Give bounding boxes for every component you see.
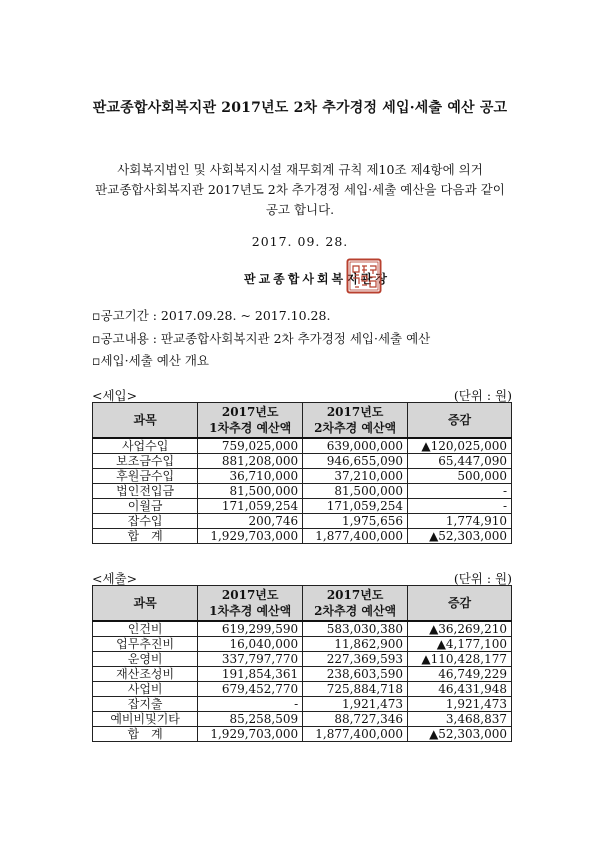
expense-table (92, 585, 512, 742)
cell-first-budget: 619,299,590 (198, 621, 303, 637)
cell-item: 후원금수입 (93, 469, 198, 484)
cell-second-budget: 88,727,346 (303, 712, 408, 727)
intro-paragraph (0, 160, 600, 220)
cell-second-budget: 171,059,254 (303, 499, 408, 514)
cell-first-budget: 16,040,000 (198, 637, 303, 652)
cell-item: 인건비 (93, 621, 198, 637)
total-row (93, 529, 512, 544)
cell-second-budget: 583,030,380 (303, 621, 408, 637)
cell-first-budget: 85,258,509 (198, 712, 303, 727)
cell-item: 잡수입 (93, 514, 198, 529)
header-text: 2017년도 (326, 405, 384, 419)
cell-second-budget: 1,877,400,000 (303, 727, 408, 742)
cell-diff: - (408, 499, 512, 514)
cell-diff: 1,774,910 (408, 514, 512, 529)
cell-diff: ▲52,303,000 (408, 727, 512, 742)
expense-header-row (93, 586, 512, 622)
expense-caption-label: <세출> (92, 571, 138, 586)
table-row (93, 697, 512, 712)
header-item: 과목 (93, 403, 198, 439)
cell-diff: ▲110,428,177 (408, 652, 512, 667)
cell-diff: 3,468,837 (408, 712, 512, 727)
cell-first-budget: 1,929,703,000 (198, 529, 303, 544)
cell-item: 보조금수입 (93, 454, 198, 469)
cell-diff: 46,749,229 (408, 667, 512, 682)
cell-first-budget: 759,025,000 (198, 438, 303, 454)
cell-item: 사업수입 (93, 438, 198, 454)
notice-content: ▫공고내용 : 판교종합사회복지관 2차 추가경정 세입·세출 예산 (92, 331, 431, 346)
intro-line-1: 사회복지법인 및 사회복지시설 재무회계 규칙 제10조 제4항에 의거 (117, 162, 483, 177)
cell-item: 합 계 (93, 727, 198, 742)
cell-second-budget: 81,500,000 (303, 484, 408, 499)
total-row (93, 727, 512, 742)
cell-item: 이월금 (93, 499, 198, 514)
cell-second-budget: 1,975,656 (303, 514, 408, 529)
header-diff: 증감 (408, 403, 512, 439)
cell-first-budget: - (198, 697, 303, 712)
official-seal-icon (346, 258, 382, 294)
cell-second-budget: 11,862,900 (303, 637, 408, 652)
header-text: 2017년도 (221, 588, 279, 602)
cell-second-budget: 238,603,590 (303, 667, 408, 682)
cell-item: 잡지출 (93, 697, 198, 712)
cell-first-budget: 81,500,000 (198, 484, 303, 499)
table-row (93, 652, 512, 667)
cell-diff: 1,921,473 (408, 697, 512, 712)
table-row (93, 682, 512, 697)
header-text: 2차추경 예산액 (314, 604, 397, 618)
document-title: 판교종합사회복지관 2017년도 2차 추가경정 세입·세출 예산 공고 (92, 100, 508, 116)
budget-overview-heading: ▫세입·세출 예산 개요 (92, 353, 209, 368)
notice-period: ▫공고기간 : 2017.09.28. ~ 2017.10.28. (92, 308, 331, 323)
header-first-budget (198, 586, 303, 622)
cell-item: 법인전입금 (93, 484, 198, 499)
cell-second-budget: 227,369,593 (303, 652, 408, 667)
header-text: 1차추경 예산액 (209, 421, 292, 435)
cell-first-budget: 191,854,361 (198, 667, 303, 682)
cell-diff: ▲36,269,210 (408, 621, 512, 637)
cell-first-budget: 200,746 (198, 514, 303, 529)
table-row (93, 667, 512, 682)
expense-unit: (단위 : 원) (453, 571, 512, 586)
table-row (93, 454, 512, 469)
cell-second-budget: 639,000,000 (303, 438, 408, 454)
header-text: 2차추경 예산액 (314, 421, 397, 435)
table-row (93, 469, 512, 484)
cell-first-budget: 1,929,703,000 (198, 727, 303, 742)
header-item: 과목 (93, 586, 198, 622)
cell-first-budget: 679,452,770 (198, 682, 303, 697)
header-first-budget (198, 403, 303, 439)
cell-second-budget: 946,655,090 (303, 454, 408, 469)
header-diff: 증감 (408, 586, 512, 622)
cell-item: 재산조성비 (93, 667, 198, 682)
cell-first-budget: 171,059,254 (198, 499, 303, 514)
revenue-header-row (93, 403, 512, 439)
cell-item: 사업비 (93, 682, 198, 697)
organization-name: 판교종합사회복지관장 (244, 272, 390, 286)
table-row (93, 514, 512, 529)
cell-item: 업무추진비 (93, 637, 198, 652)
table-row (93, 499, 512, 514)
header-second-budget (303, 403, 408, 439)
cell-first-budget: 36,710,000 (198, 469, 303, 484)
revenue-unit: (단위 : 원) (453, 388, 512, 403)
intro-line-2: 판교종합사회복지관 2017년도 2차 추가경정 세입·세출 예산을 다음과 같이 (95, 182, 505, 197)
cell-diff: 65,447,090 (408, 454, 512, 469)
header-text: 2017년도 (326, 588, 384, 602)
cell-diff: 46,431,948 (408, 682, 512, 697)
table-row (93, 637, 512, 652)
cell-second-budget: 1,877,400,000 (303, 529, 408, 544)
intro-line-3: 공고 합니다. (265, 202, 335, 217)
cell-second-budget: 725,884,718 (303, 682, 408, 697)
cell-diff: ▲52,303,000 (408, 529, 512, 544)
cell-diff: - (408, 484, 512, 499)
revenue-table (92, 402, 512, 544)
cell-first-budget: 881,208,000 (198, 454, 303, 469)
header-text: 2017년도 (221, 405, 279, 419)
table-row (93, 484, 512, 499)
cell-second-budget: 37,210,000 (303, 469, 408, 484)
header-second-budget (303, 586, 408, 622)
cell-diff: ▲120,025,000 (408, 438, 512, 454)
revenue-caption-label: <세입> (92, 388, 138, 403)
table-row (93, 621, 512, 637)
cell-item: 합 계 (93, 529, 198, 544)
header-text: 1차추경 예산액 (209, 604, 292, 618)
notice-date: 2017. 09. 28. (251, 234, 349, 249)
table-row (93, 712, 512, 727)
cell-item: 예비비및기타 (93, 712, 198, 727)
cell-diff: 500,000 (408, 469, 512, 484)
cell-item: 운영비 (93, 652, 198, 667)
cell-second-budget: 1,921,473 (303, 697, 408, 712)
table-row (93, 438, 512, 454)
cell-diff: ▲4,177,100 (408, 637, 512, 652)
cell-first-budget: 337,797,770 (198, 652, 303, 667)
